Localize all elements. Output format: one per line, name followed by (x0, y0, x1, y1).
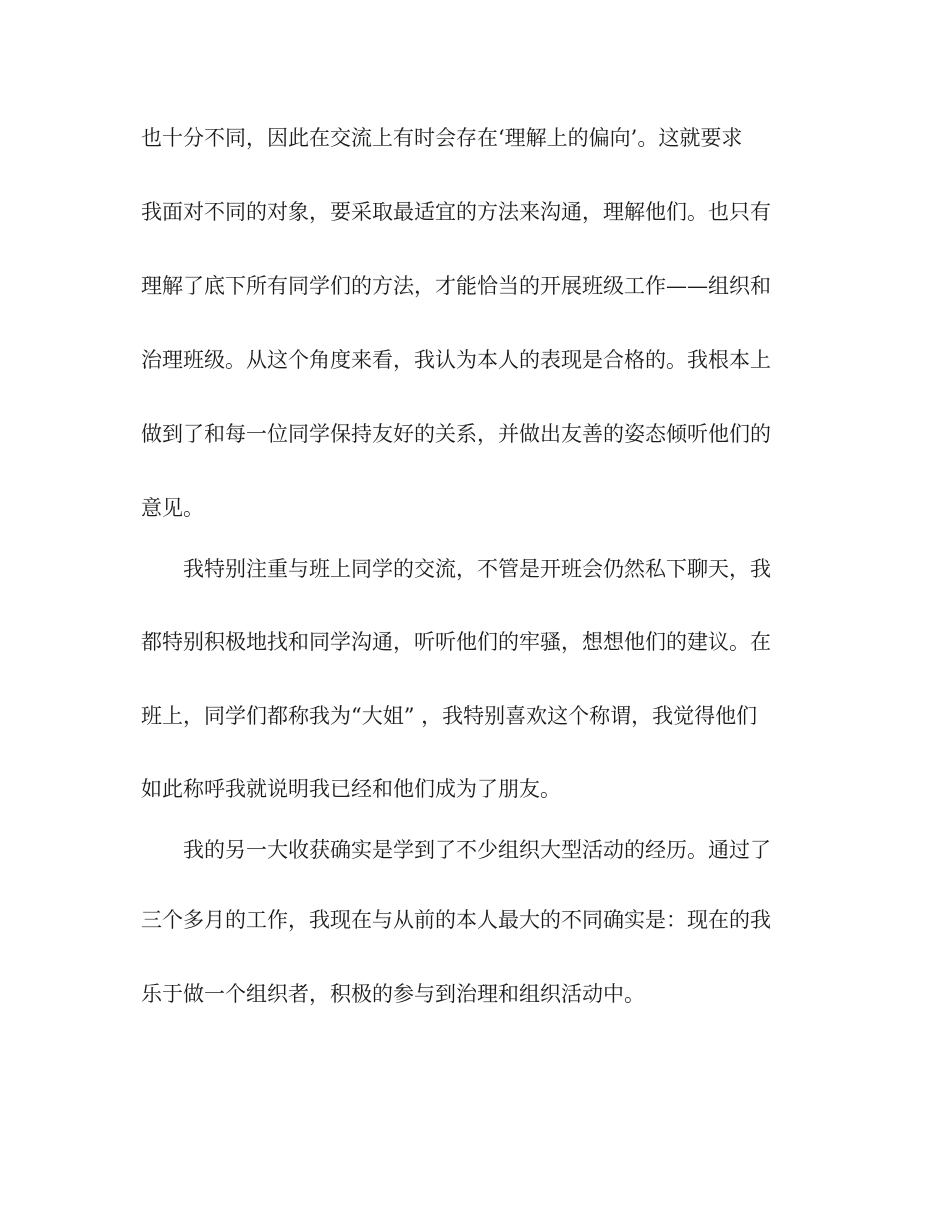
text-line: 如此称呼我就说明我已经和他们成为了朋友。 (141, 777, 561, 801)
text-line: 理解了底下所有同学们的方法，才能恰当的开展班级工作——组织和 (141, 274, 771, 298)
text-line: 意见。 (141, 496, 204, 520)
text-line: 也十分不同，因此在交流上有时会存在‘理解上的偏向’。这就要求 (141, 126, 743, 150)
text-line: 治理班级。从这个角度来看，我认为本人的表现是合格的。我根本上 (141, 348, 771, 372)
text-line: 乐于做一个组织者，积极的参与到治理和组织活动中。 (141, 982, 645, 1006)
paragraph-first-line: 我特别注重与班上同学的交流，不管是开班会仍然私下聊天，我 (183, 557, 771, 581)
text-line: 做到了和每一位同学保持友好的关系，并做出友善的姿态倾听他们的 (141, 422, 771, 446)
text-line: 三个多月的工作，我现在与从前的本人最大的不同确实是：现在的我 (141, 908, 771, 932)
text-line: 我面对不同的对象，要采取最适宜的方法来沟通，理解他们。也只有 (141, 200, 771, 224)
text-line: 班上，同学们都称我为“大姐” ，我特别喜欢这个称谓，我觉得他们 (141, 704, 758, 728)
text-line: 都特别积极地找和同学沟通，听听他们的牢骚，想想他们的建议。在 (141, 630, 771, 654)
paragraph-first-line: 我的另一大收获确实是学到了不少组织大型活动的经历。通过了 (183, 838, 771, 862)
